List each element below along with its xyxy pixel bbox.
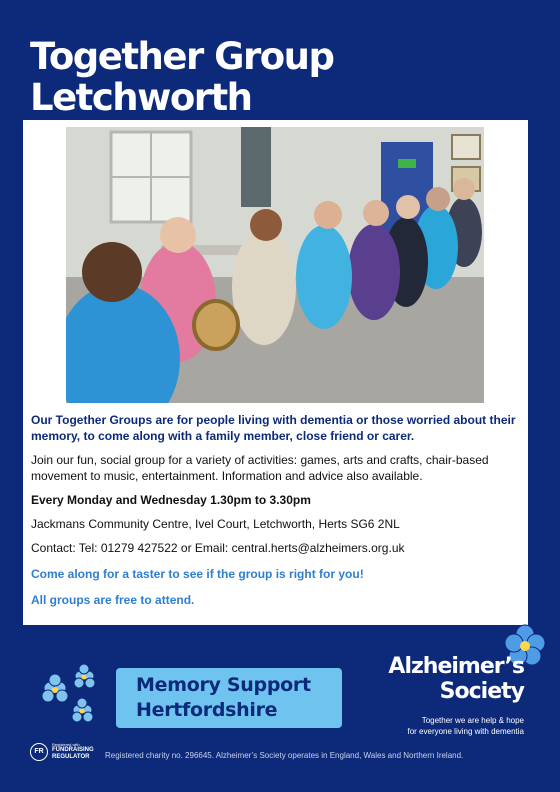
memory-support-line-2: Hertfordshire <box>136 699 278 721</box>
fr-badge: FR <box>30 743 48 761</box>
schedule-text: Every Monday and Wednesday 1.30pm to 3.30pm <box>31 493 311 507</box>
group-photo-illustration <box>66 127 484 403</box>
charity-registration-note: Registered charity no. 296645. Alzheimer’s Society operates in England, Wales and Northern Ireland. <box>105 751 464 760</box>
memory-support-box <box>116 668 342 728</box>
free-text: All groups are free to attend. <box>31 593 195 607</box>
page-title <box>30 36 333 118</box>
content-card <box>23 120 528 625</box>
fr-line-1: FUNDRAISING <box>52 747 94 753</box>
alzheimers-society-logo <box>378 654 524 704</box>
fundraising-regulator-logo-icon <box>30 742 94 761</box>
fr-wordmark <box>52 742 94 761</box>
intro-paragraph: Our Together Groups are for people living with dementia or those worried about their memory, to come along with a family member, close friend or carer. <box>31 413 516 443</box>
memory-support-line-1: Memory Support <box>136 674 311 696</box>
tagline-line-1: Together we are help & hope <box>421 716 524 725</box>
brand-name-line-2: Society <box>439 679 524 704</box>
venue-text: Jackmans Community Centre, Ivel Court, Letchworth, Herts SG6 2NL <box>31 517 400 531</box>
title-line-2: Letchworth <box>30 76 252 119</box>
title-line-1: Together Group <box>30 35 334 78</box>
brand-tagline <box>364 715 524 737</box>
group-photo <box>66 127 484 403</box>
forget-me-not-cluster-icon <box>34 660 104 737</box>
activities-paragraph: Join our fun, social group for a variety of activities: games, arts and crafts, chair-based movement to music, entertainment. Information and advice also available. <box>31 453 489 483</box>
tagline-line-2: for everyone living with dementia <box>407 727 524 736</box>
fr-small-text: Registered with <box>52 742 80 747</box>
contact-text: Contact: Tel: 01279 427522 or Email: central.herts@alzheimers.org.uk <box>31 541 405 555</box>
brand-name-line-1: Alzheimer’s <box>388 654 524 679</box>
fr-line-2: REGULATOR <box>52 754 90 760</box>
taster-text: Come along for a taster to see if the group is right for you! <box>31 567 364 581</box>
info-text <box>31 412 521 616</box>
